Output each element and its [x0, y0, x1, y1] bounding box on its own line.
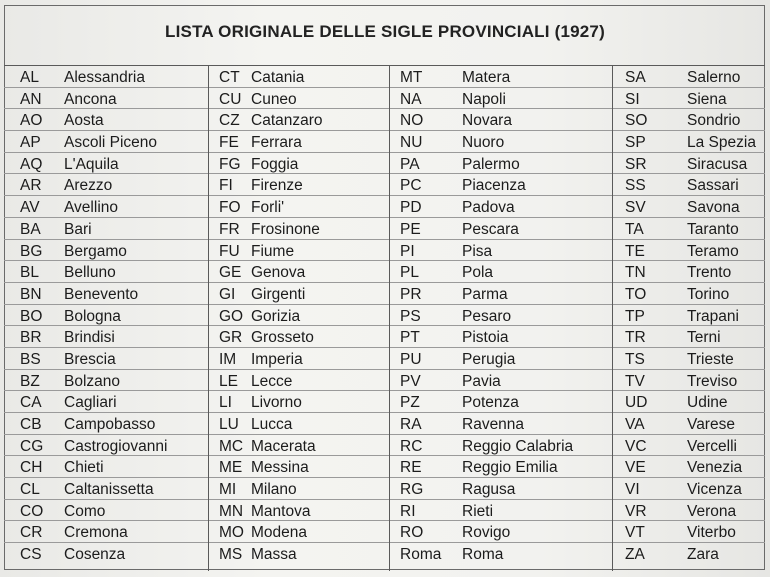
province-code: PV	[400, 372, 421, 390]
province-code: PA	[400, 155, 420, 173]
province-name: Verona	[687, 502, 737, 520]
table-row	[390, 435, 612, 457]
table-column-1	[4, 66, 209, 571]
province-code: CR	[20, 524, 43, 542]
province-code: PS	[400, 307, 421, 325]
table-row	[209, 88, 389, 110]
table-row	[613, 348, 765, 370]
table-row	[209, 305, 389, 327]
table-row	[390, 305, 612, 327]
table-row	[209, 391, 389, 413]
province-code: PZ	[400, 394, 420, 412]
table-row	[4, 174, 208, 196]
table-row	[613, 521, 765, 543]
province-name: Cuneo	[251, 90, 297, 108]
province-name: Milano	[251, 481, 297, 499]
table-row	[209, 478, 389, 500]
province-code: NA	[400, 90, 422, 108]
province-code: TP	[625, 307, 645, 325]
province-code: AO	[20, 112, 43, 130]
province-code: GI	[219, 285, 236, 303]
province-code: ME	[219, 459, 243, 477]
province-name: Ferrara	[251, 134, 302, 152]
province-name: Brescia	[64, 350, 116, 368]
province-name: Bergamo	[64, 242, 127, 260]
province-name: Siena	[687, 90, 727, 108]
table-row	[613, 109, 765, 131]
table-row	[209, 261, 389, 283]
province-code: FE	[219, 134, 239, 152]
province-name: Imperia	[251, 350, 303, 368]
table-row	[209, 435, 389, 457]
province-name: Lecce	[251, 372, 293, 390]
province-name: Reggio Calabria	[462, 437, 574, 455]
province-name: Massa	[251, 546, 297, 564]
table-row	[209, 109, 389, 131]
table-row	[4, 240, 208, 262]
province-code: IM	[219, 350, 237, 368]
province-name: Venezia	[687, 459, 743, 477]
province-name: Macerata	[251, 437, 316, 455]
table-row	[209, 456, 389, 478]
table-row	[209, 66, 389, 88]
province-code: SO	[625, 112, 648, 130]
province-code: RG	[400, 481, 424, 499]
province-code: MN	[219, 502, 244, 520]
province-code: RI	[400, 502, 416, 520]
table-row	[390, 391, 612, 413]
province-code: SP	[625, 134, 646, 152]
table-row	[390, 218, 612, 240]
table-column-2	[209, 66, 390, 571]
table-row	[613, 196, 765, 218]
table-row	[209, 196, 389, 218]
table-row	[4, 326, 208, 348]
province-code: TN	[625, 264, 646, 282]
province-name: Padova	[462, 199, 515, 217]
province-name: Siracusa	[687, 155, 748, 173]
province-name: Treviso	[687, 372, 738, 390]
province-code: FU	[219, 242, 240, 260]
table-row	[613, 500, 765, 522]
table-column-3	[390, 66, 613, 571]
province-code: RC	[400, 437, 423, 455]
province-code: MS	[219, 546, 243, 564]
province-code: FI	[219, 177, 233, 195]
province-name: Como	[64, 502, 106, 520]
table-row	[390, 261, 612, 283]
province-name: Reggio Emilia	[462, 459, 558, 477]
table-row	[613, 174, 765, 196]
province-code: CL	[20, 481, 40, 499]
table-row	[209, 218, 389, 240]
province-name: Catania	[251, 69, 305, 86]
province-name: Palermo	[462, 155, 520, 173]
province-name: Modena	[251, 524, 308, 542]
table-row	[613, 131, 765, 153]
table-row	[613, 543, 765, 565]
table-row	[4, 543, 208, 565]
table-row	[4, 435, 208, 457]
table-row	[390, 500, 612, 522]
province-name: L'Aquila	[64, 155, 119, 173]
table-row	[209, 413, 389, 435]
table-row	[4, 370, 208, 392]
table-row	[209, 500, 389, 522]
province-code: MO	[219, 524, 244, 542]
province-code: AP	[20, 134, 41, 152]
province-code: VA	[625, 416, 645, 433]
province-name: Firenze	[251, 177, 303, 195]
province-name: Foggia	[251, 155, 299, 173]
province-name: Aosta	[64, 112, 104, 130]
table-row	[613, 370, 765, 392]
province-name: Messina	[251, 459, 309, 477]
province-name: Varese	[687, 416, 735, 433]
province-name: Mantova	[251, 502, 311, 520]
table-row	[4, 196, 208, 218]
province-code: BS	[20, 350, 41, 368]
province-code: CU	[219, 90, 242, 108]
province-code: SV	[625, 199, 646, 217]
table-row	[613, 326, 765, 348]
province-code: AQ	[20, 155, 43, 173]
province-code: TV	[625, 372, 645, 390]
province-name: Bolzano	[64, 372, 121, 390]
table-row	[4, 283, 208, 305]
province-name: Arezzo	[64, 177, 113, 195]
province-name: Pavia	[462, 372, 501, 390]
province-name: Teramo	[687, 242, 739, 260]
table-row	[613, 478, 765, 500]
province-name: Genova	[251, 264, 306, 282]
table-row	[613, 66, 765, 88]
table-row	[209, 131, 389, 153]
province-code: PE	[400, 220, 421, 238]
province-code: FO	[219, 199, 241, 217]
province-name: Ragusa	[462, 481, 516, 499]
province-codes-table	[4, 65, 765, 570]
province-name: Alessandria	[64, 69, 145, 86]
table-row	[4, 88, 208, 110]
table-row	[4, 153, 208, 175]
province-name: Perugia	[462, 350, 516, 368]
province-code: CS	[20, 546, 42, 564]
province-code: BG	[20, 242, 43, 260]
province-name: Vercelli	[687, 437, 737, 455]
province-code: LE	[219, 372, 238, 390]
province-code: MT	[400, 69, 423, 86]
province-code: CB	[20, 416, 42, 433]
table-row	[613, 218, 765, 240]
table-row	[390, 131, 612, 153]
table-row	[390, 240, 612, 262]
province-code: BL	[20, 264, 39, 282]
province-code: ZA	[625, 546, 645, 564]
table-row	[390, 478, 612, 500]
province-name: Parma	[462, 285, 508, 303]
table-row	[390, 348, 612, 370]
province-code: VI	[625, 481, 640, 499]
province-name: Roma	[462, 546, 504, 564]
table-row	[209, 240, 389, 262]
province-code: PR	[400, 285, 422, 303]
province-name: Zara	[687, 546, 719, 564]
province-name: Taranto	[687, 220, 739, 238]
province-code: PT	[400, 329, 420, 347]
province-code: AV	[20, 199, 40, 217]
table-row	[613, 435, 765, 457]
province-code: BR	[20, 329, 42, 347]
province-code: GR	[219, 329, 243, 347]
table-row	[390, 543, 612, 565]
province-code: BZ	[20, 372, 40, 390]
table-row	[4, 391, 208, 413]
province-name: Lucca	[251, 416, 293, 433]
table-row	[4, 305, 208, 327]
table-row	[4, 218, 208, 240]
province-name: Napoli	[462, 90, 506, 108]
table-row	[390, 109, 612, 131]
table-row	[390, 456, 612, 478]
table-row	[613, 283, 765, 305]
province-code: SI	[625, 90, 640, 108]
province-name: Ravenna	[462, 416, 525, 433]
province-name: Avellino	[64, 199, 119, 217]
province-code: VC	[625, 437, 647, 455]
province-code: PD	[400, 199, 422, 217]
province-code: LI	[219, 394, 232, 412]
province-code: RO	[400, 524, 424, 542]
province-code: FR	[219, 220, 240, 238]
province-name: Pola	[462, 264, 494, 282]
province-name: Potenza	[462, 394, 519, 412]
table-column-4	[613, 66, 765, 571]
province-code: VR	[625, 502, 647, 520]
province-code: BO	[20, 307, 43, 325]
province-code: UD	[625, 394, 648, 412]
province-name: Bari	[64, 220, 92, 238]
province-code: SA	[625, 69, 646, 86]
province-name: Trento	[687, 264, 732, 282]
province-code: NO	[400, 112, 424, 130]
province-code: PI	[400, 242, 415, 260]
province-code: PU	[400, 350, 422, 368]
province-name: Sondrio	[687, 112, 741, 130]
province-code: AL	[20, 69, 39, 86]
table-row	[613, 456, 765, 478]
province-code: VE	[625, 459, 646, 477]
table-row	[613, 305, 765, 327]
province-name: Castrogiovanni	[64, 437, 168, 455]
province-name: Novara	[462, 112, 512, 130]
province-name: Sassari	[687, 177, 739, 195]
province-name: Livorno	[251, 394, 302, 412]
province-code: CA	[20, 394, 42, 412]
table-row	[390, 370, 612, 392]
table-row	[613, 261, 765, 283]
province-name: Caltanissetta	[64, 481, 154, 499]
province-code: PL	[400, 264, 419, 282]
province-name: Cagliari	[64, 394, 117, 412]
province-code: GE	[219, 264, 242, 282]
table-row	[4, 348, 208, 370]
province-name: Salerno	[687, 69, 741, 86]
province-name: Chieti	[64, 459, 104, 477]
table-row	[613, 413, 765, 435]
province-code: CO	[20, 502, 44, 520]
table-row	[390, 521, 612, 543]
table-row	[209, 348, 389, 370]
province-code: RA	[400, 416, 422, 433]
province-name: Grosseto	[251, 329, 314, 347]
province-code: TR	[625, 329, 646, 347]
province-name: Bologna	[64, 307, 121, 325]
province-name: Forli'	[251, 199, 285, 217]
table-row	[390, 153, 612, 175]
province-name: Ascoli Piceno	[64, 134, 158, 152]
province-name: Matera	[462, 69, 511, 86]
province-name: Pisa	[462, 242, 493, 260]
province-name: Ancona	[64, 90, 117, 108]
province-name: La Spezia	[687, 134, 756, 152]
table-row	[209, 283, 389, 305]
province-name: Frosinone	[251, 220, 320, 238]
province-name: Cremona	[64, 524, 128, 542]
table-row	[4, 456, 208, 478]
province-code: TA	[625, 220, 644, 238]
table-row	[209, 326, 389, 348]
table-row	[4, 261, 208, 283]
province-name: Vicenza	[687, 481, 742, 499]
province-code: FG	[219, 155, 241, 173]
province-code: TS	[625, 350, 645, 368]
table-row	[4, 66, 208, 88]
province-name: Benevento	[64, 285, 139, 303]
table-row	[209, 370, 389, 392]
province-code: MI	[219, 481, 237, 499]
province-code: GO	[219, 307, 244, 325]
table-row	[209, 543, 389, 565]
province-name: Gorizia	[251, 307, 301, 325]
table-row	[390, 66, 612, 88]
province-code: PC	[400, 177, 422, 195]
province-code: MC	[219, 437, 244, 455]
table-row	[390, 283, 612, 305]
province-name: Pescara	[462, 220, 519, 238]
province-code: SR	[625, 155, 647, 173]
table-row	[209, 174, 389, 196]
table-row	[4, 521, 208, 543]
table-row	[4, 131, 208, 153]
province-name: Pistoia	[462, 329, 509, 347]
table-row	[390, 326, 612, 348]
province-code: NU	[400, 134, 423, 152]
province-name: Rieti	[462, 502, 494, 520]
province-code: VT	[625, 524, 645, 542]
province-name: Udine	[687, 394, 728, 412]
province-name: Viterbo	[687, 524, 736, 542]
table-row	[4, 413, 208, 435]
table-row	[613, 391, 765, 413]
province-name: Nuoro	[462, 134, 505, 152]
province-name: Trapani	[687, 307, 739, 325]
province-name: Savona	[687, 199, 740, 217]
province-code: BN	[20, 285, 42, 303]
province-name: Torino	[687, 285, 730, 303]
province-code: BA	[20, 220, 41, 238]
province-code: TE	[625, 242, 645, 260]
table-row	[390, 88, 612, 110]
table-row	[4, 478, 208, 500]
province-code: CZ	[219, 112, 240, 130]
province-name: Girgenti	[251, 285, 306, 303]
province-code: RE	[400, 459, 422, 477]
table-row	[390, 174, 612, 196]
province-name: Cosenza	[64, 546, 126, 564]
province-code: TO	[625, 285, 647, 303]
province-name: Trieste	[687, 350, 734, 368]
table-row	[390, 413, 612, 435]
province-name: Terni	[687, 329, 721, 347]
province-code: Roma	[400, 546, 442, 564]
table-row	[209, 153, 389, 175]
province-name: Brindisi	[64, 329, 115, 347]
document-title: LISTA ORIGINALE DELLE SIGLE PROVINCIALI (1927)	[165, 22, 605, 41]
province-name: Fiume	[251, 242, 295, 260]
province-name: Pesaro	[462, 307, 512, 325]
table-row	[4, 500, 208, 522]
table-row	[4, 109, 208, 131]
table-row	[613, 240, 765, 262]
table-row	[209, 521, 389, 543]
province-code: CG	[20, 437, 44, 455]
province-name: Rovigo	[462, 524, 511, 542]
province-code: CH	[20, 459, 43, 477]
province-name: Campobasso	[64, 416, 156, 433]
table-row	[613, 88, 765, 110]
province-code: CT	[219, 69, 240, 86]
province-name: Piacenza	[462, 177, 526, 195]
province-code: SS	[625, 177, 646, 195]
province-name: Catanzaro	[251, 112, 323, 130]
province-name: Belluno	[64, 264, 116, 282]
table-row	[613, 153, 765, 175]
province-code: LU	[219, 416, 239, 433]
table-row	[390, 196, 612, 218]
province-code: AN	[20, 90, 42, 108]
province-code: AR	[20, 177, 42, 195]
